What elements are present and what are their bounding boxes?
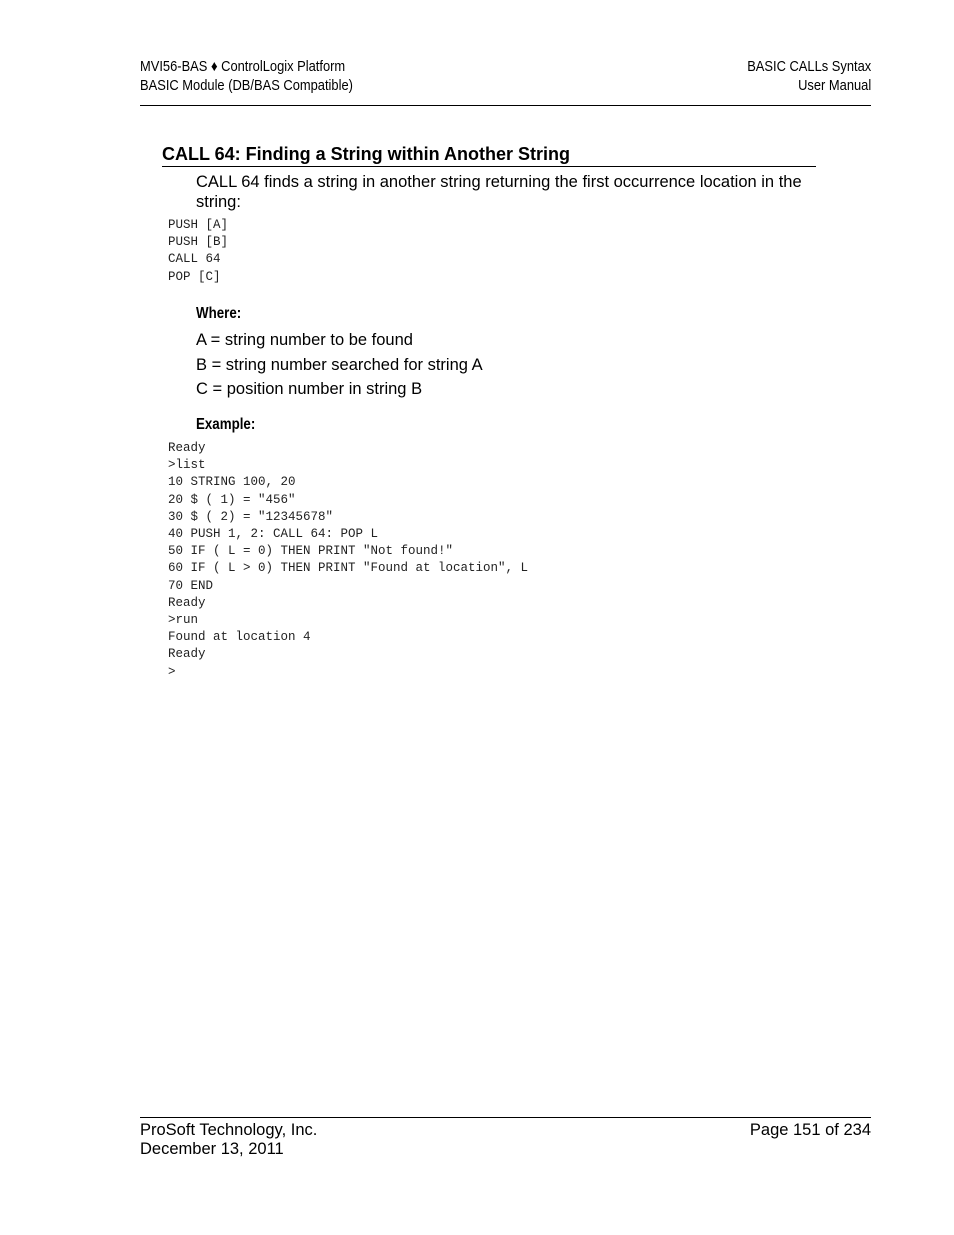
- code-line: Ready: [168, 595, 206, 610]
- header-chapter: BASIC CALLs Syntax: [746, 58, 871, 75]
- example-code-block: [168, 440, 528, 681]
- header-manual: User Manual: [797, 77, 871, 94]
- code-line: 20 $ ( 1) = "456": [168, 492, 296, 507]
- code-line: 60 IF ( L > 0) THEN PRINT "Found at location", L: [168, 561, 529, 576]
- header-right: [747, 57, 871, 95]
- page-footer: [140, 1117, 871, 1158]
- where-heading: Where:: [196, 305, 242, 322]
- where-item-b: B = string number searched for string A: [196, 355, 483, 374]
- code-line: CALL 64: [168, 252, 221, 267]
- page-header: [140, 57, 871, 106]
- section-title: CALL 64: Finding a String within Another String: [162, 144, 816, 167]
- where-item-c: C = position number in string B: [196, 380, 423, 398]
- code-line: Ready: [168, 647, 206, 662]
- syntax-code-block: [168, 217, 228, 286]
- code-line: Found at location 4: [168, 630, 311, 645]
- where-item-a: A = string number to be found: [196, 331, 413, 349]
- footer-company: ProSoft Technology, Inc.: [140, 1121, 318, 1139]
- header-left: [140, 57, 353, 95]
- code-line: POP [C]: [168, 269, 221, 284]
- code-line: 40 PUSH 1, 2: CALL 64: POP L: [168, 527, 379, 542]
- footer-date: December 13, 2011: [140, 1140, 284, 1158]
- code-line: 70 END: [168, 578, 214, 593]
- code-line: PUSH [A]: [168, 218, 229, 232]
- code-line: 50 IF ( L = 0) THEN PRINT "Not found!": [168, 544, 454, 559]
- code-line: PUSH [B]: [168, 235, 229, 250]
- footer-left: [140, 1121, 317, 1159]
- code-line: Ready: [168, 441, 206, 455]
- code-line: 10 STRING 100, 20: [168, 475, 296, 490]
- where-list: [196, 328, 483, 402]
- footer-page-number: Page 151 of 234: [749, 1121, 871, 1139]
- code-line: 30 $ ( 2) = "12345678": [168, 509, 334, 524]
- code-line: >list: [168, 458, 206, 473]
- header-product: MVI56-BAS ♦ ControlLogix Platform: [140, 58, 346, 75]
- intro-paragraph: CALL 64 finds a string in another string returning the first occurrence location in the string:: [196, 173, 802, 211]
- code-line: >run: [168, 613, 199, 628]
- header-module: BASIC Module (DB/BAS Compatible): [140, 77, 353, 94]
- example-heading: Example:: [196, 416, 256, 433]
- code-line: >: [168, 664, 176, 679]
